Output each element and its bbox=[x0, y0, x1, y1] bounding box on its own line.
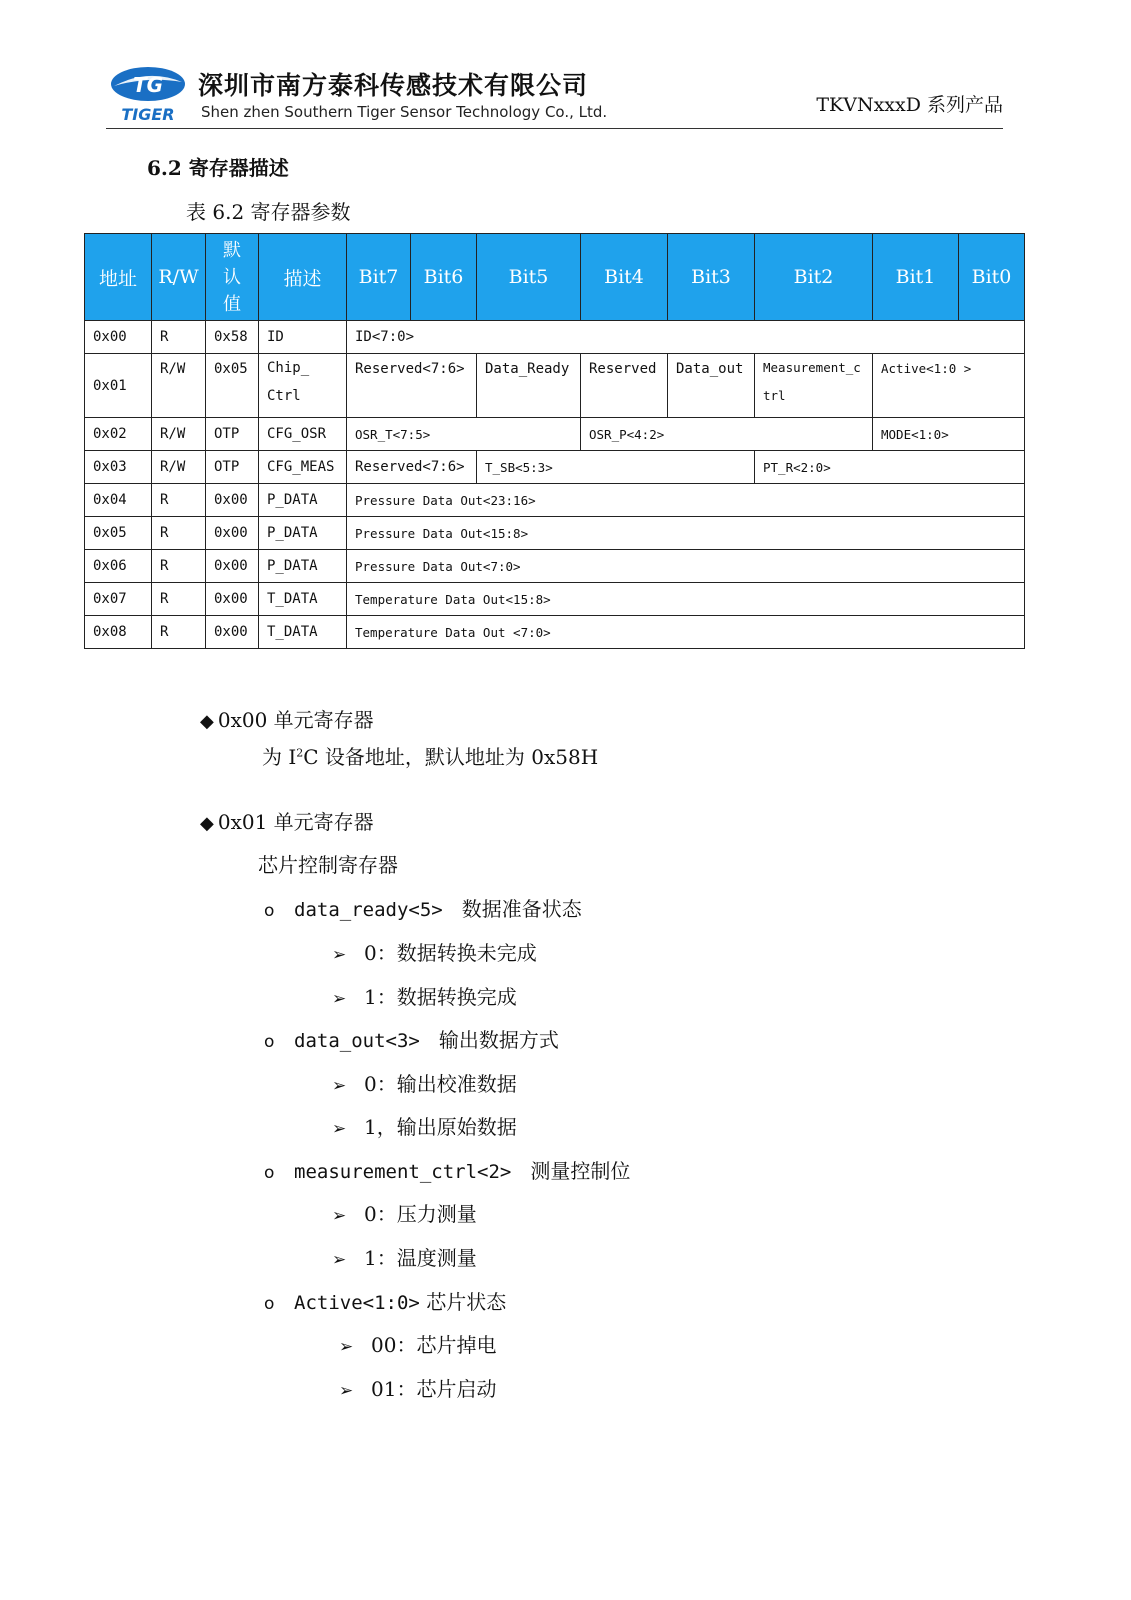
cell-description: CFG_MEAS bbox=[259, 451, 347, 484]
list-subitem: ➢ 0：输出校准数据 bbox=[332, 1072, 517, 1096]
list-subitem: ➢ 1，输出原始数据 bbox=[332, 1115, 517, 1139]
reg00-heading: ◆ 0x00 单元寄存器 bbox=[200, 708, 374, 732]
table-row bbox=[85, 583, 1025, 616]
cell-description: P_DATA bbox=[259, 550, 347, 583]
header-bit3: Bit3 bbox=[668, 234, 755, 321]
cell-field: Pressure Data Out<7:0> bbox=[347, 550, 1025, 583]
table-row bbox=[85, 451, 1025, 484]
cell-field: Data_out bbox=[668, 354, 755, 418]
table-row bbox=[85, 321, 1025, 354]
list-item: o data_out<3> 输出数据方式 bbox=[264, 1028, 559, 1052]
circle-bullet-icon: o bbox=[264, 1294, 275, 1314]
product-series: TKVNxxxD 系列产品 bbox=[816, 94, 1003, 116]
header-divider bbox=[106, 128, 1003, 129]
header-bit0: Bit0 bbox=[959, 234, 1025, 321]
cell-field: Reserved bbox=[581, 354, 668, 418]
cell-rw: R/W bbox=[152, 418, 206, 451]
cell-default: 0x00 bbox=[206, 583, 259, 616]
cell-address: 0x08 bbox=[85, 616, 152, 649]
cell-default: 0x00 bbox=[206, 517, 259, 550]
cell-rw: R/W bbox=[152, 451, 206, 484]
arrow-bullet-icon: ➢ bbox=[332, 1206, 347, 1226]
list-subitem: ➢ 0：压力测量 bbox=[332, 1202, 477, 1226]
cell-address: 0x06 bbox=[85, 550, 152, 583]
cell-default: 0x00 bbox=[206, 550, 259, 583]
cell-field: OSR_T<7:5> bbox=[347, 418, 581, 451]
arrow-bullet-icon: ➢ bbox=[332, 1076, 347, 1096]
logo-mark-text: TG bbox=[132, 73, 164, 97]
cell-description: P_DATA bbox=[259, 484, 347, 517]
cell-description: P_DATA bbox=[259, 517, 347, 550]
cell-default: 0x05 bbox=[206, 354, 259, 418]
cell-default: OTP bbox=[206, 418, 259, 451]
cell-field: Data_Ready bbox=[477, 354, 581, 418]
header-description: 描述 bbox=[259, 234, 347, 321]
list-item: o data_ready<5> 数据准备状态 bbox=[264, 897, 582, 921]
arrow-bullet-icon: ➢ bbox=[339, 1381, 354, 1401]
cell-field: Pressure Data Out<15:8> bbox=[347, 517, 1025, 550]
cell-default: OTP bbox=[206, 451, 259, 484]
table-row bbox=[85, 418, 1025, 451]
table-row bbox=[85, 550, 1025, 583]
list-item: o measurement_ctrl<2> 测量控制位 bbox=[264, 1159, 631, 1183]
header-address: 地址 bbox=[85, 234, 152, 321]
cell-default: 0x58 bbox=[206, 321, 259, 354]
list-item: o Active<1:0> 芯片状态 bbox=[264, 1290, 507, 1314]
cell-description: Chip_ Ctrl bbox=[259, 354, 347, 418]
cell-field: Reserved<7:6> bbox=[347, 451, 477, 484]
arrow-bullet-icon: ➢ bbox=[332, 945, 347, 965]
header-bit6: Bit6 bbox=[411, 234, 477, 321]
header-default: 默 认 值 bbox=[206, 234, 259, 321]
table-row bbox=[85, 484, 1025, 517]
cell-address: 0x03 bbox=[85, 451, 152, 484]
cell-address: 0x02 bbox=[85, 418, 152, 451]
cell-description: CFG_OSR bbox=[259, 418, 347, 451]
table-row bbox=[85, 517, 1025, 550]
company-name-cn: 深圳市南方泰科传感技术有限公司 bbox=[198, 71, 589, 100]
cell-address: 0x01 bbox=[85, 354, 152, 418]
cell-field: Reserved<7:6> bbox=[347, 354, 477, 418]
diamond-bullet-icon: ◆ bbox=[200, 711, 214, 732]
circle-bullet-icon: o bbox=[264, 1032, 275, 1052]
cell-rw: R bbox=[152, 517, 206, 550]
header-rw: R/W bbox=[152, 234, 206, 321]
header-bit5: Bit5 bbox=[477, 234, 581, 321]
cell-rw: R bbox=[152, 321, 206, 354]
cell-field: OSR_P<4:2> bbox=[581, 418, 873, 451]
cell-field: ID<7:0> bbox=[347, 321, 1025, 354]
cell-rw: R bbox=[152, 550, 206, 583]
reg00-description: 为 $I^2C$ 设备地址，默认地址为 0x58H bbox=[262, 745, 599, 769]
table-header-row bbox=[85, 234, 1025, 321]
company-name-en: Shen zhen Southern Tiger Sensor Technology Co., Ltd. bbox=[201, 103, 608, 121]
reg01-description: 芯片控制寄存器 bbox=[258, 853, 398, 877]
list-subitem: ➢ 0：数据转换未完成 bbox=[332, 941, 537, 965]
cell-default: 0x00 bbox=[206, 616, 259, 649]
cell-rw: R bbox=[152, 616, 206, 649]
logo-wordmark: TIGER bbox=[121, 105, 175, 124]
cell-description: T_DATA bbox=[259, 616, 347, 649]
header-bit2: Bit2 bbox=[755, 234, 873, 321]
cell-field: PT_R<2:0> bbox=[755, 451, 1025, 484]
arrow-bullet-icon: ➢ bbox=[332, 1250, 347, 1270]
arrow-bullet-icon: ➢ bbox=[339, 1337, 354, 1357]
table-row bbox=[85, 616, 1025, 649]
section-title: 6.2 寄存器描述 bbox=[147, 156, 289, 180]
cell-rw: R bbox=[152, 484, 206, 517]
cell-field: T_SB<5:3> bbox=[477, 451, 755, 484]
company-logo bbox=[108, 62, 188, 126]
list-subitem: ➢ 01：芯片启动 bbox=[339, 1377, 497, 1401]
cell-field: MODE<1:0> bbox=[873, 418, 1025, 451]
header-bit4: Bit4 bbox=[581, 234, 668, 321]
list-subitem: ➢ 00：芯片掉电 bbox=[339, 1333, 497, 1357]
cell-address: 0x04 bbox=[85, 484, 152, 517]
arrow-bullet-icon: ➢ bbox=[332, 1119, 347, 1139]
cell-field: Active<1:0 > bbox=[873, 354, 1025, 418]
diamond-bullet-icon: ◆ bbox=[200, 813, 214, 834]
cell-field: Temperature Data Out <7:0> bbox=[347, 616, 1025, 649]
cell-default: 0x00 bbox=[206, 484, 259, 517]
table-caption: 表 6.2 寄存器参数 bbox=[186, 200, 351, 224]
cell-description: T_DATA bbox=[259, 583, 347, 616]
register-table bbox=[84, 233, 1025, 649]
table-row bbox=[85, 354, 1025, 418]
header-bit1: Bit1 bbox=[873, 234, 959, 321]
cell-field: Temperature Data Out<15:8> bbox=[347, 583, 1025, 616]
cell-rw: R bbox=[152, 583, 206, 616]
header-bit7: Bit7 bbox=[347, 234, 411, 321]
cell-address: 0x00 bbox=[85, 321, 152, 354]
cell-rw: R/W bbox=[152, 354, 206, 418]
reg01-heading: ◆ 0x01 单元寄存器 bbox=[200, 810, 374, 834]
arrow-bullet-icon: ➢ bbox=[332, 989, 347, 1009]
circle-bullet-icon: o bbox=[264, 1163, 275, 1183]
list-subitem: ➢ 1：温度测量 bbox=[332, 1246, 477, 1270]
cell-address: 0x05 bbox=[85, 517, 152, 550]
circle-bullet-icon: o bbox=[264, 901, 275, 921]
cell-field: Pressure Data Out<23:16> bbox=[347, 484, 1025, 517]
cell-description: ID bbox=[259, 321, 347, 354]
list-subitem: ➢ 1：数据转换完成 bbox=[332, 985, 517, 1009]
cell-field: Measurement_c trl bbox=[755, 354, 873, 418]
cell-address: 0x07 bbox=[85, 583, 152, 616]
